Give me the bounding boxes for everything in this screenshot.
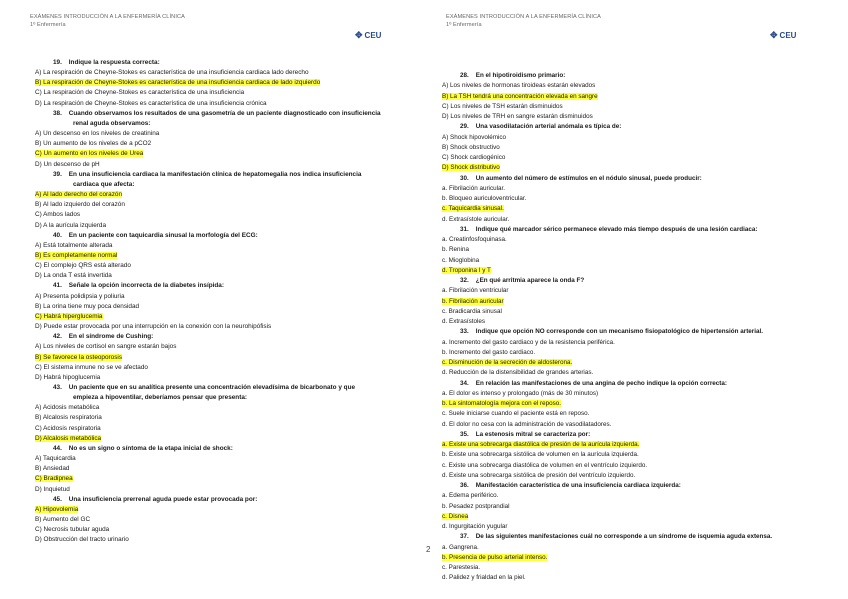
option-label: B) Un aumento de los niveles de a pCO2 bbox=[35, 140, 152, 148]
answer-option bbox=[35, 210, 407, 220]
answer-option-highlighted bbox=[442, 440, 834, 450]
answer-option bbox=[35, 464, 407, 474]
option-label: C) Acidosis respiratoria bbox=[35, 424, 101, 432]
question-text: De las siguientes manifestaciones cuál no corresponde a un síndrome de isquemia aguda extensa. bbox=[475, 533, 773, 541]
question-number: 30. bbox=[460, 174, 469, 182]
option-label: A) Los niveles de hormonas tiroideas estarán elevados bbox=[442, 82, 596, 90]
option-label: B) Shock obstructivo bbox=[442, 143, 500, 151]
option-label: c. Mioglobina bbox=[442, 256, 480, 264]
question-number: 37. bbox=[460, 533, 469, 541]
question-text: Una vasodilatación arterial anómala es típica de: bbox=[475, 123, 622, 131]
question-text: En una insuficiencia cardiaca la manifestación clínica de hepatomegalia nos indica insuficiencia bbox=[68, 170, 362, 178]
page-number: 2 bbox=[426, 545, 431, 554]
option-label: B) Se favorece la osteoporosis bbox=[35, 353, 123, 361]
question-number: 36. bbox=[460, 482, 469, 489]
option-label: c. Bradicardia sinusal bbox=[442, 307, 502, 315]
option-label: c. Taquicardia sinusal. bbox=[442, 205, 504, 213]
answer-option bbox=[442, 389, 834, 399]
option-label: A) Un descenso en los niveles de creatinina bbox=[35, 130, 160, 138]
option-label: c. Disminución de la secreción de aldosterona. bbox=[442, 359, 573, 366]
question-stem bbox=[442, 379, 834, 389]
answer-option-highlighted bbox=[35, 251, 407, 261]
option-label: a. Gangrena. bbox=[442, 543, 479, 551]
answer-option bbox=[442, 573, 834, 583]
answer-option bbox=[442, 184, 834, 194]
option-label: A) Presenta polidipsia y poliuria bbox=[35, 292, 125, 300]
page-header-right bbox=[446, 13, 601, 29]
answer-option bbox=[442, 307, 834, 317]
answer-option bbox=[442, 450, 834, 460]
answer-option-highlighted bbox=[35, 353, 407, 363]
option-label: B) La TSH tendrá una concentración elevada en sangre bbox=[442, 92, 598, 100]
option-label: C) Necrosis tubular aguda bbox=[35, 526, 110, 534]
answer-option-highlighted bbox=[442, 204, 834, 214]
answer-option-highlighted bbox=[442, 512, 834, 522]
question-text: En un paciente con taquicardia sinusal la morfología del ECG: bbox=[68, 231, 258, 239]
answer-option bbox=[35, 221, 407, 231]
question-stem bbox=[442, 327, 834, 337]
answer-option bbox=[442, 112, 834, 122]
option-label: b. Existe una sobrecarga sistólica de volumen en la aurícula izquierda. bbox=[442, 451, 639, 459]
question-stem bbox=[442, 481, 834, 491]
option-label: C) La respiración de Cheyne-Stokes es característica de una insuficiencia bbox=[35, 89, 245, 97]
option-label: A) Está totalmente alterada bbox=[35, 241, 113, 249]
answer-option bbox=[35, 403, 407, 413]
question-text: Un paciente que en su analítica presente una concentración elevadísima de bicarbonato y que bbox=[68, 384, 356, 391]
option-label: D) Puede estar provocada por una interrupción en la conexión con la neurohipófisis bbox=[35, 323, 272, 331]
option-label: D) Alcalosis metabólica bbox=[35, 434, 102, 442]
option-label: D) La onda T está invertida bbox=[35, 272, 112, 280]
question-number: 45. bbox=[53, 495, 62, 503]
header-year: 1º Enfermería bbox=[30, 22, 66, 28]
question-number: 39. bbox=[53, 170, 62, 178]
question-text: Una insuficiencia prerrenal aguda puede estar provocada por: bbox=[68, 495, 258, 503]
option-label: b. Incremento del gasto cardiaco. bbox=[442, 348, 536, 356]
question-stem bbox=[442, 532, 834, 542]
question-number: 32. bbox=[460, 277, 469, 284]
answer-option-highlighted bbox=[442, 553, 834, 563]
option-label: d. Existe una sobrecarga sistólica de presión del ventrículo izquierdo. bbox=[442, 471, 636, 479]
answer-option bbox=[442, 368, 834, 378]
option-label: C) Shock cardiogénico bbox=[442, 154, 506, 161]
answer-option bbox=[35, 413, 407, 423]
logo-text: CEU bbox=[364, 31, 382, 40]
answer-option-highlighted bbox=[35, 505, 407, 515]
answer-option bbox=[35, 139, 407, 149]
question-stem bbox=[442, 430, 834, 440]
answer-option bbox=[35, 342, 407, 352]
answer-option bbox=[442, 420, 834, 430]
answer-option bbox=[442, 409, 834, 419]
page-header-left bbox=[30, 13, 185, 29]
left-question-list bbox=[35, 58, 407, 546]
answer-option-highlighted bbox=[35, 190, 407, 200]
answer-option-highlighted bbox=[35, 312, 407, 322]
option-label: D) Obstrucción del tracto urinario bbox=[35, 536, 129, 544]
answer-option bbox=[35, 160, 407, 170]
answer-option bbox=[442, 245, 834, 255]
answer-option bbox=[35, 515, 407, 525]
question-text: No es un signo o síntoma de la etapa inicial de shock: bbox=[68, 444, 233, 452]
answer-option-highlighted bbox=[442, 92, 834, 102]
question-number: 42. bbox=[53, 333, 62, 341]
answer-option bbox=[442, 102, 834, 112]
answer-option-highlighted bbox=[442, 358, 834, 368]
answer-option bbox=[35, 302, 407, 312]
question-number: 44. bbox=[53, 444, 62, 452]
question-stem bbox=[35, 109, 407, 129]
option-label: C) Bradipnea bbox=[35, 475, 73, 483]
answer-option bbox=[35, 241, 407, 251]
answer-option-highlighted bbox=[442, 163, 834, 173]
option-label: B) Ansiedad bbox=[35, 465, 70, 473]
answer-option bbox=[35, 68, 407, 78]
answer-option bbox=[442, 461, 834, 471]
option-label: B) Alcalosis respiratoria bbox=[35, 414, 102, 422]
answer-option bbox=[442, 143, 834, 153]
question-stem bbox=[35, 58, 407, 68]
option-label: d. Palidez y frialdad en la piel. bbox=[442, 574, 526, 582]
answer-option bbox=[442, 543, 834, 553]
question-text: Cuando observamos los resultados de una gasometría de un paciente diagnosticado con insuficiencia bbox=[68, 109, 381, 117]
option-label: b. Bloqueo auriculoventricular. bbox=[442, 195, 527, 202]
header-course: EXÁMENES INTRODUCCIÓN A LA ENFERMERÍA CLÍNICA bbox=[446, 14, 601, 20]
answer-option bbox=[35, 454, 407, 464]
answer-option-highlighted bbox=[35, 434, 407, 444]
right-question-list bbox=[442, 71, 834, 584]
option-label: d. Reducción de la distensibilidad de grandes arterias. bbox=[442, 369, 594, 377]
question-text: Indique qué marcador sérico permanece elevado más tiempo después de una lesión cardiaca: bbox=[475, 225, 758, 233]
option-label: b. Presencia de pulso arterial intenso. bbox=[442, 553, 548, 561]
question-stem bbox=[35, 281, 407, 291]
answer-option bbox=[442, 235, 834, 245]
ceu-cross-icon: ✥ bbox=[355, 30, 363, 40]
answer-option bbox=[35, 292, 407, 302]
option-label: B) Al lado izquierdo del corazón bbox=[35, 201, 125, 209]
option-label: C) El sistema inmune no se ve afectado bbox=[35, 363, 148, 371]
answer-option bbox=[35, 322, 407, 332]
question-text: La estenosis mitral se caracteriza por: bbox=[475, 430, 591, 438]
answer-option bbox=[35, 261, 407, 271]
answer-option bbox=[442, 471, 834, 481]
answer-option-highlighted bbox=[35, 78, 407, 88]
option-label: A) Shock hipovolémico bbox=[442, 133, 507, 141]
option-label: d. El dolor no cesa con la administración de vasodilatadores. bbox=[442, 420, 612, 428]
option-label: C) Un aumento en los niveles de Urea bbox=[35, 150, 144, 158]
answer-option bbox=[442, 317, 834, 327]
question-text-continued: cardiaca que afecta: bbox=[73, 180, 135, 188]
question-text: ¿En qué arritmia aparece la onda F? bbox=[475, 277, 585, 284]
question-text: Señale la opción incorrecta de la diabetes insípida: bbox=[68, 282, 224, 290]
question-text: Indique que opción NO corresponde con un mecanismo fisiopatológico de hipertensión arterial. bbox=[475, 328, 763, 336]
logo-text: CEU bbox=[779, 31, 797, 40]
answer-option bbox=[442, 256, 834, 266]
option-label: D) Shock distributivo bbox=[442, 164, 500, 172]
answer-option bbox=[35, 129, 407, 139]
answer-option bbox=[35, 88, 407, 98]
option-label: C) Habrá hiperglucemia bbox=[35, 312, 103, 320]
option-label: D) Inquietud bbox=[35, 485, 70, 493]
question-number: 28. bbox=[460, 72, 469, 79]
question-number: 43. bbox=[53, 384, 62, 391]
answer-option bbox=[442, 491, 834, 501]
option-label: a. Incremento del gasto cardiaco y de la resistencia periférica. bbox=[442, 338, 615, 346]
option-label: c. Suele iniciarse cuando el paciente está en reposo. bbox=[442, 410, 590, 418]
answer-option bbox=[442, 522, 834, 532]
question-number: 40. bbox=[53, 231, 62, 239]
answer-option bbox=[442, 502, 834, 512]
answer-option bbox=[442, 215, 834, 225]
header-course: EXÁMENES INTRODUCCIÓN A LA ENFERMERÍA CLÍNICA bbox=[30, 14, 185, 20]
question-text: En relación las manifestaciones de una angina de pecho indique la opción correcta: bbox=[475, 379, 727, 387]
answer-option bbox=[35, 200, 407, 210]
option-label: B) La respiración de Cheyne-Stokes es característica de una insuficiencia cardiaca de lado izquierdo bbox=[35, 79, 321, 87]
answer-option bbox=[442, 348, 834, 358]
answer-option-highlighted bbox=[35, 474, 407, 484]
option-label: A) La respiración de Cheyne-Stokes es característica de una insuficiencia cardiaca lado derecho bbox=[35, 69, 309, 77]
answer-option bbox=[442, 338, 834, 348]
answer-option bbox=[35, 424, 407, 434]
answer-option bbox=[442, 153, 834, 163]
option-label: C) Ambos lados bbox=[35, 211, 81, 219]
option-label: a. Creatinfosfoquinasa. bbox=[442, 236, 507, 243]
ceu-logo-left bbox=[355, 31, 381, 40]
option-label: c. Parestesia. bbox=[442, 564, 481, 571]
answer-option bbox=[442, 286, 834, 296]
ceu-cross-icon: ✥ bbox=[770, 30, 778, 40]
option-label: A) Al lado derecho del corazón bbox=[35, 191, 123, 199]
right-page bbox=[424, 0, 848, 599]
question-stem bbox=[442, 71, 834, 81]
question-stem bbox=[442, 225, 834, 235]
question-text: En el síndrome de Cushing: bbox=[68, 333, 154, 341]
option-label: c. Disnea bbox=[442, 512, 469, 520]
answer-option bbox=[35, 271, 407, 281]
answer-option bbox=[442, 133, 834, 143]
option-label: b. Fibrilación auricular bbox=[442, 297, 504, 305]
option-label: A) Hipovolemia bbox=[35, 505, 79, 513]
option-label: a. Existe una sobrecarga diastólica de presión de la aurícula izquierda. bbox=[442, 441, 640, 448]
option-label: a. Fibrilación ventricular bbox=[442, 287, 509, 295]
question-number: 19. bbox=[53, 59, 62, 66]
question-stem bbox=[35, 231, 407, 241]
answer-option-highlighted bbox=[35, 149, 407, 159]
option-label: B) Aumento del GC bbox=[35, 516, 91, 524]
answer-option bbox=[35, 525, 407, 535]
option-label: D) La respiración de Cheyne-Stokes es característica de una insuficiencia crónica bbox=[35, 99, 267, 107]
option-label: a. El dolor es intenso y prolongado (más de 30 minutos) bbox=[442, 389, 599, 397]
option-label: B) Es completamente normal bbox=[35, 251, 118, 259]
answer-option bbox=[35, 535, 407, 545]
question-stem bbox=[35, 170, 407, 190]
option-label: a. Edema periférico. bbox=[442, 492, 499, 500]
answer-option bbox=[35, 485, 407, 495]
question-stem bbox=[35, 495, 407, 505]
question-stem bbox=[35, 332, 407, 342]
question-text: Un aumento del número de estímulos en el nódulo sinusal, puede producir: bbox=[475, 174, 702, 182]
question-stem bbox=[442, 174, 834, 184]
option-label: d. Troponina I y T bbox=[442, 266, 491, 274]
question-text-continued: renal aguda observamos: bbox=[73, 119, 151, 127]
option-label: A) Acidosis metabólica bbox=[35, 404, 100, 412]
question-text: Manifestación característica de una insuficiencia cardiaca izquierda: bbox=[475, 482, 681, 489]
answer-option bbox=[442, 194, 834, 204]
answer-option-highlighted bbox=[442, 297, 834, 307]
option-label: B) La orina tiene muy poca densidad bbox=[35, 302, 140, 310]
answer-option bbox=[35, 363, 407, 373]
question-stem bbox=[35, 444, 407, 454]
option-label: C) Los niveles de TSH estarán disminuidos bbox=[442, 102, 563, 110]
question-text: En el hipotiroidismo primario: bbox=[475, 72, 566, 79]
option-label: d. Extrasístoles bbox=[442, 318, 486, 325]
answer-option bbox=[35, 373, 407, 383]
option-label: d. Extrasístole auricular. bbox=[442, 215, 510, 223]
question-number: 35. bbox=[460, 430, 469, 438]
option-label: d. Ingurgitación yugular bbox=[442, 523, 508, 530]
question-number: 33. bbox=[460, 328, 469, 336]
question-stem bbox=[442, 276, 834, 286]
answer-option-highlighted bbox=[442, 399, 834, 409]
question-text-continued: empieza a hipoventilar, deberíamos pensar que presenta: bbox=[73, 394, 248, 402]
question-number: 31. bbox=[460, 225, 469, 233]
option-label: D) Un descenso de pH bbox=[35, 160, 100, 168]
question-number: 38. bbox=[53, 109, 62, 117]
answer-option-highlighted bbox=[442, 266, 834, 276]
option-label: D) Habrá hipoglucemia bbox=[35, 373, 101, 381]
question-number: 41. bbox=[53, 282, 62, 290]
answer-option bbox=[442, 563, 834, 573]
question-text: Indique la respuesta correcta: bbox=[68, 59, 160, 66]
option-label: b. La sintomatología mejora con el reposo. bbox=[442, 400, 562, 407]
option-label: D) A la aurícula izquierda bbox=[35, 221, 107, 229]
option-label: A) Taquicardia bbox=[35, 455, 76, 463]
option-label: b. Pesadez postprandial bbox=[442, 502, 510, 510]
ceu-logo-right bbox=[770, 31, 796, 40]
question-number: 29. bbox=[460, 123, 469, 131]
option-label: C) El complejo QRS está alterado bbox=[35, 262, 131, 270]
option-label: a. Fibrilación auricular. bbox=[442, 184, 505, 192]
option-label: A) Los niveles de cortisol en sangre estarán bajos bbox=[35, 343, 177, 351]
option-label: b. Renina bbox=[442, 246, 469, 254]
question-stem bbox=[442, 122, 834, 132]
option-label: D) Los niveles de TRH en sangre estarán disminuidos bbox=[442, 113, 593, 120]
question-number: 34. bbox=[460, 379, 469, 387]
question-stem bbox=[35, 383, 407, 403]
answer-option bbox=[442, 81, 834, 91]
header-year: 1º Enfermería bbox=[446, 22, 482, 28]
option-label: c. Existe una sobrecarga diastólica de volumen en el ventrículo izquierdo. bbox=[442, 461, 648, 469]
answer-option bbox=[35, 99, 407, 109]
